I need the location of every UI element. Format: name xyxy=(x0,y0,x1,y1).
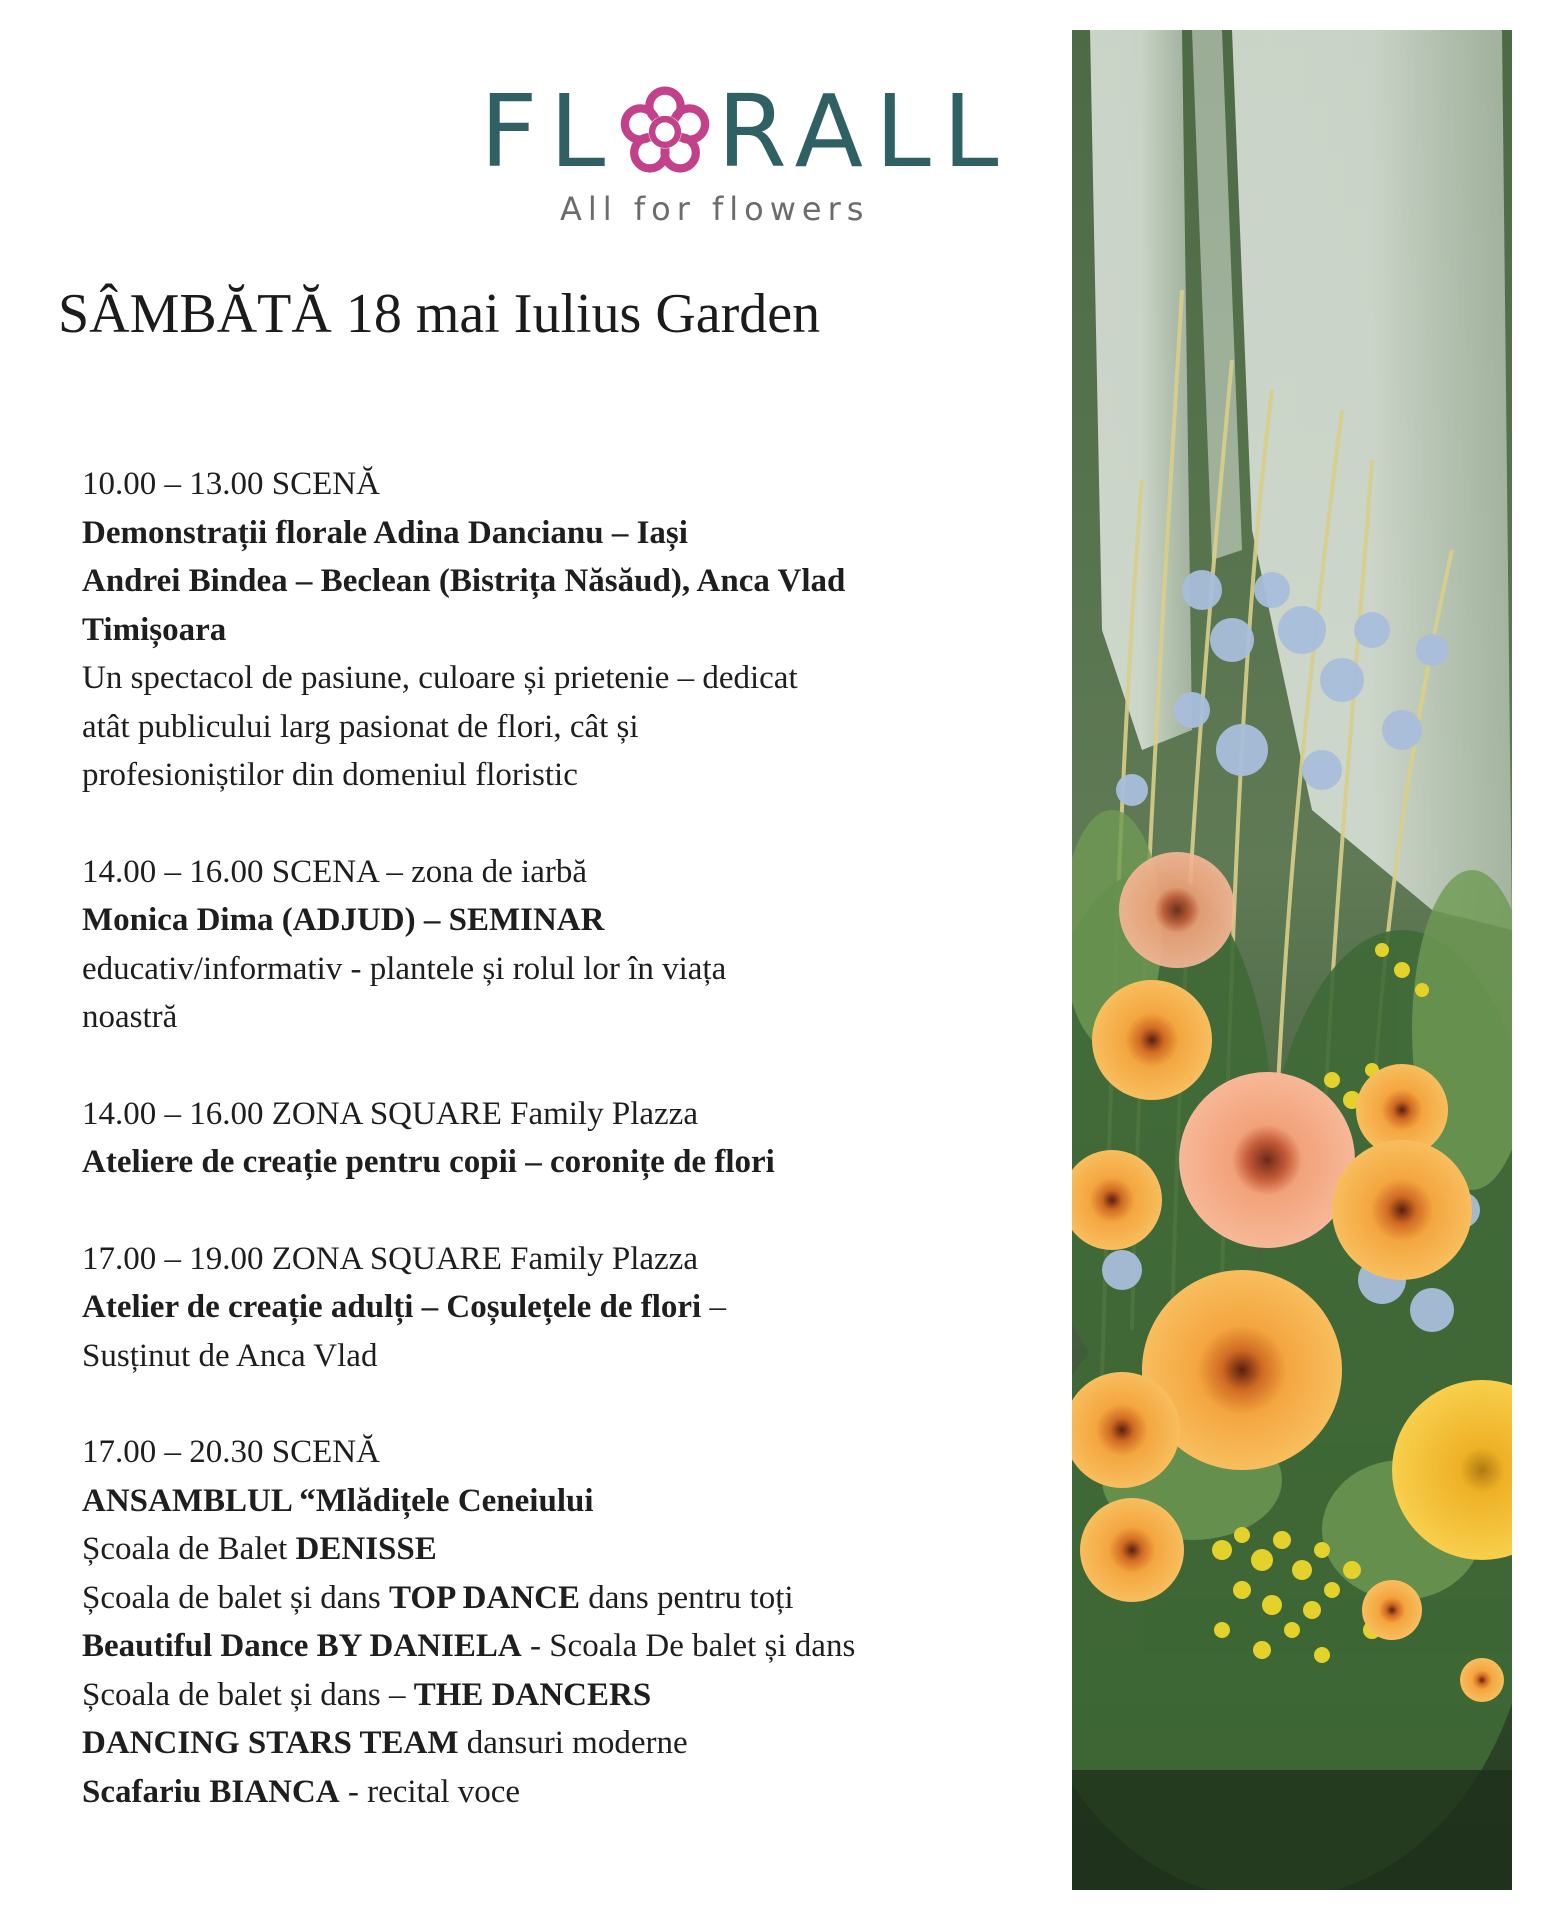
event-text: dansuri moderne xyxy=(458,1725,688,1761)
event-text: Susținut de Anca Vlad xyxy=(82,1337,378,1374)
event-text: Un spectacol de pasiune, culoare și prietenie – dedicat xyxy=(82,660,798,696)
event-text-bold: Beautiful Dance BY DANIELA xyxy=(82,1628,522,1664)
event-text: noastră xyxy=(82,999,178,1035)
event-detail-line xyxy=(82,1525,1002,1574)
event-detail-line xyxy=(82,509,1002,558)
event-text: dans pentru toți xyxy=(580,1579,794,1616)
event-text: - recital voce xyxy=(339,1773,521,1810)
event-detail-line xyxy=(82,654,1002,703)
event-text-bold: DANCING STARS TEAM xyxy=(82,1725,459,1761)
schedule-event xyxy=(82,1090,1002,1187)
page-title: SÂMBĂTĂ 18 mai Iulius Garden xyxy=(58,283,821,345)
florall-logo xyxy=(480,73,1011,232)
event-text: - Scoala De balet și dans xyxy=(521,1628,856,1664)
flower-logo-icon xyxy=(619,86,711,178)
event-time-location xyxy=(82,1428,1002,1477)
event-detail-line xyxy=(82,557,1002,606)
event-text: Școala de balet și dans xyxy=(82,1579,389,1616)
event-text: Școala de balet și dans – xyxy=(82,1676,414,1713)
event-detail-line xyxy=(82,945,1002,994)
event-text: 14.00 – 16.00 ZONA SQUARE Family Plazza xyxy=(82,1095,698,1132)
event-time-location xyxy=(82,1235,1002,1284)
event-text: educativ/informativ - plantele și rolul lor în viața xyxy=(82,950,727,987)
event-detail-line xyxy=(82,1768,1002,1817)
logo-text-right: RALL xyxy=(717,73,1011,190)
event-text-bold: Andrei Bindea – Beclean (Bistrița Năsăud), Anca Vlad xyxy=(82,563,846,599)
event-detail-line xyxy=(82,1332,1002,1381)
event-detail-line xyxy=(82,751,1002,800)
event-time-location xyxy=(82,1090,1002,1139)
schedule-event xyxy=(82,1235,1002,1381)
event-text-bold: Monica Dima (ADJUD) – SEMINAR xyxy=(82,902,605,938)
event-text-bold: ANSAMBLUL “Mlădițele Ceneiului xyxy=(82,1482,594,1519)
event-text: atât publicului larg pasionat de flori, cât și xyxy=(82,708,639,745)
logo-tagline: All for flowers xyxy=(560,190,870,228)
event-text: 17.00 – 20.30 SCENĂ xyxy=(82,1434,380,1470)
event-text-bold: Atelier de creație adulți – Coșulețele de flori xyxy=(82,1289,702,1325)
event-detail-line xyxy=(82,993,1002,1042)
event-detail-line xyxy=(82,703,1002,752)
event-detail-line xyxy=(82,606,1002,655)
event-time-location xyxy=(82,848,1002,897)
event-detail-line xyxy=(82,1477,1002,1526)
event-detail-line xyxy=(82,1671,1002,1720)
logo-wordmark xyxy=(480,73,1011,190)
flower-arrangement-photo xyxy=(1072,30,1512,1890)
event-text-bold: Timișoara xyxy=(82,611,227,648)
event-detail-line xyxy=(82,896,1002,945)
event-text-bold: Scafariu BIANCA xyxy=(82,1773,340,1810)
event-text-bold: DENISSE xyxy=(295,1531,437,1567)
schedule-event xyxy=(82,460,1002,800)
event-text: profesioniștilor din domeniul floristic xyxy=(82,757,578,793)
event-text: 17.00 – 19.00 ZONA SQUARE Family Plazza xyxy=(82,1240,698,1277)
event-detail-line xyxy=(82,1138,1002,1187)
event-schedule xyxy=(82,460,1002,1864)
event-text-bold: THE DANCERS xyxy=(413,1676,652,1713)
schedule-event xyxy=(82,848,1002,1042)
event-text-bold: TOP DANCE xyxy=(389,1579,581,1616)
event-text: 10.00 – 13.00 SCENĂ xyxy=(82,466,380,502)
event-detail-line xyxy=(82,1622,1002,1671)
event-text-bold: Demonstrații florale Adina Dancianu – Iași xyxy=(82,514,688,551)
event-detail-line xyxy=(82,1719,1002,1768)
schedule-event xyxy=(82,1428,1002,1816)
event-time-location xyxy=(82,460,1002,509)
event-detail-line xyxy=(82,1574,1002,1623)
event-text: – xyxy=(701,1289,726,1325)
event-text: 14.00 – 16.00 SCENA – zona de iarbă xyxy=(82,853,588,890)
event-detail-line xyxy=(82,1283,1002,1332)
event-text: Școala de Balet xyxy=(82,1531,296,1567)
logo-text-left: FL xyxy=(480,73,618,190)
event-text-bold: Ateliere de creație pentru copii – coronițe de flori xyxy=(82,1144,775,1180)
flower-arrangement-image xyxy=(1072,30,1512,1890)
